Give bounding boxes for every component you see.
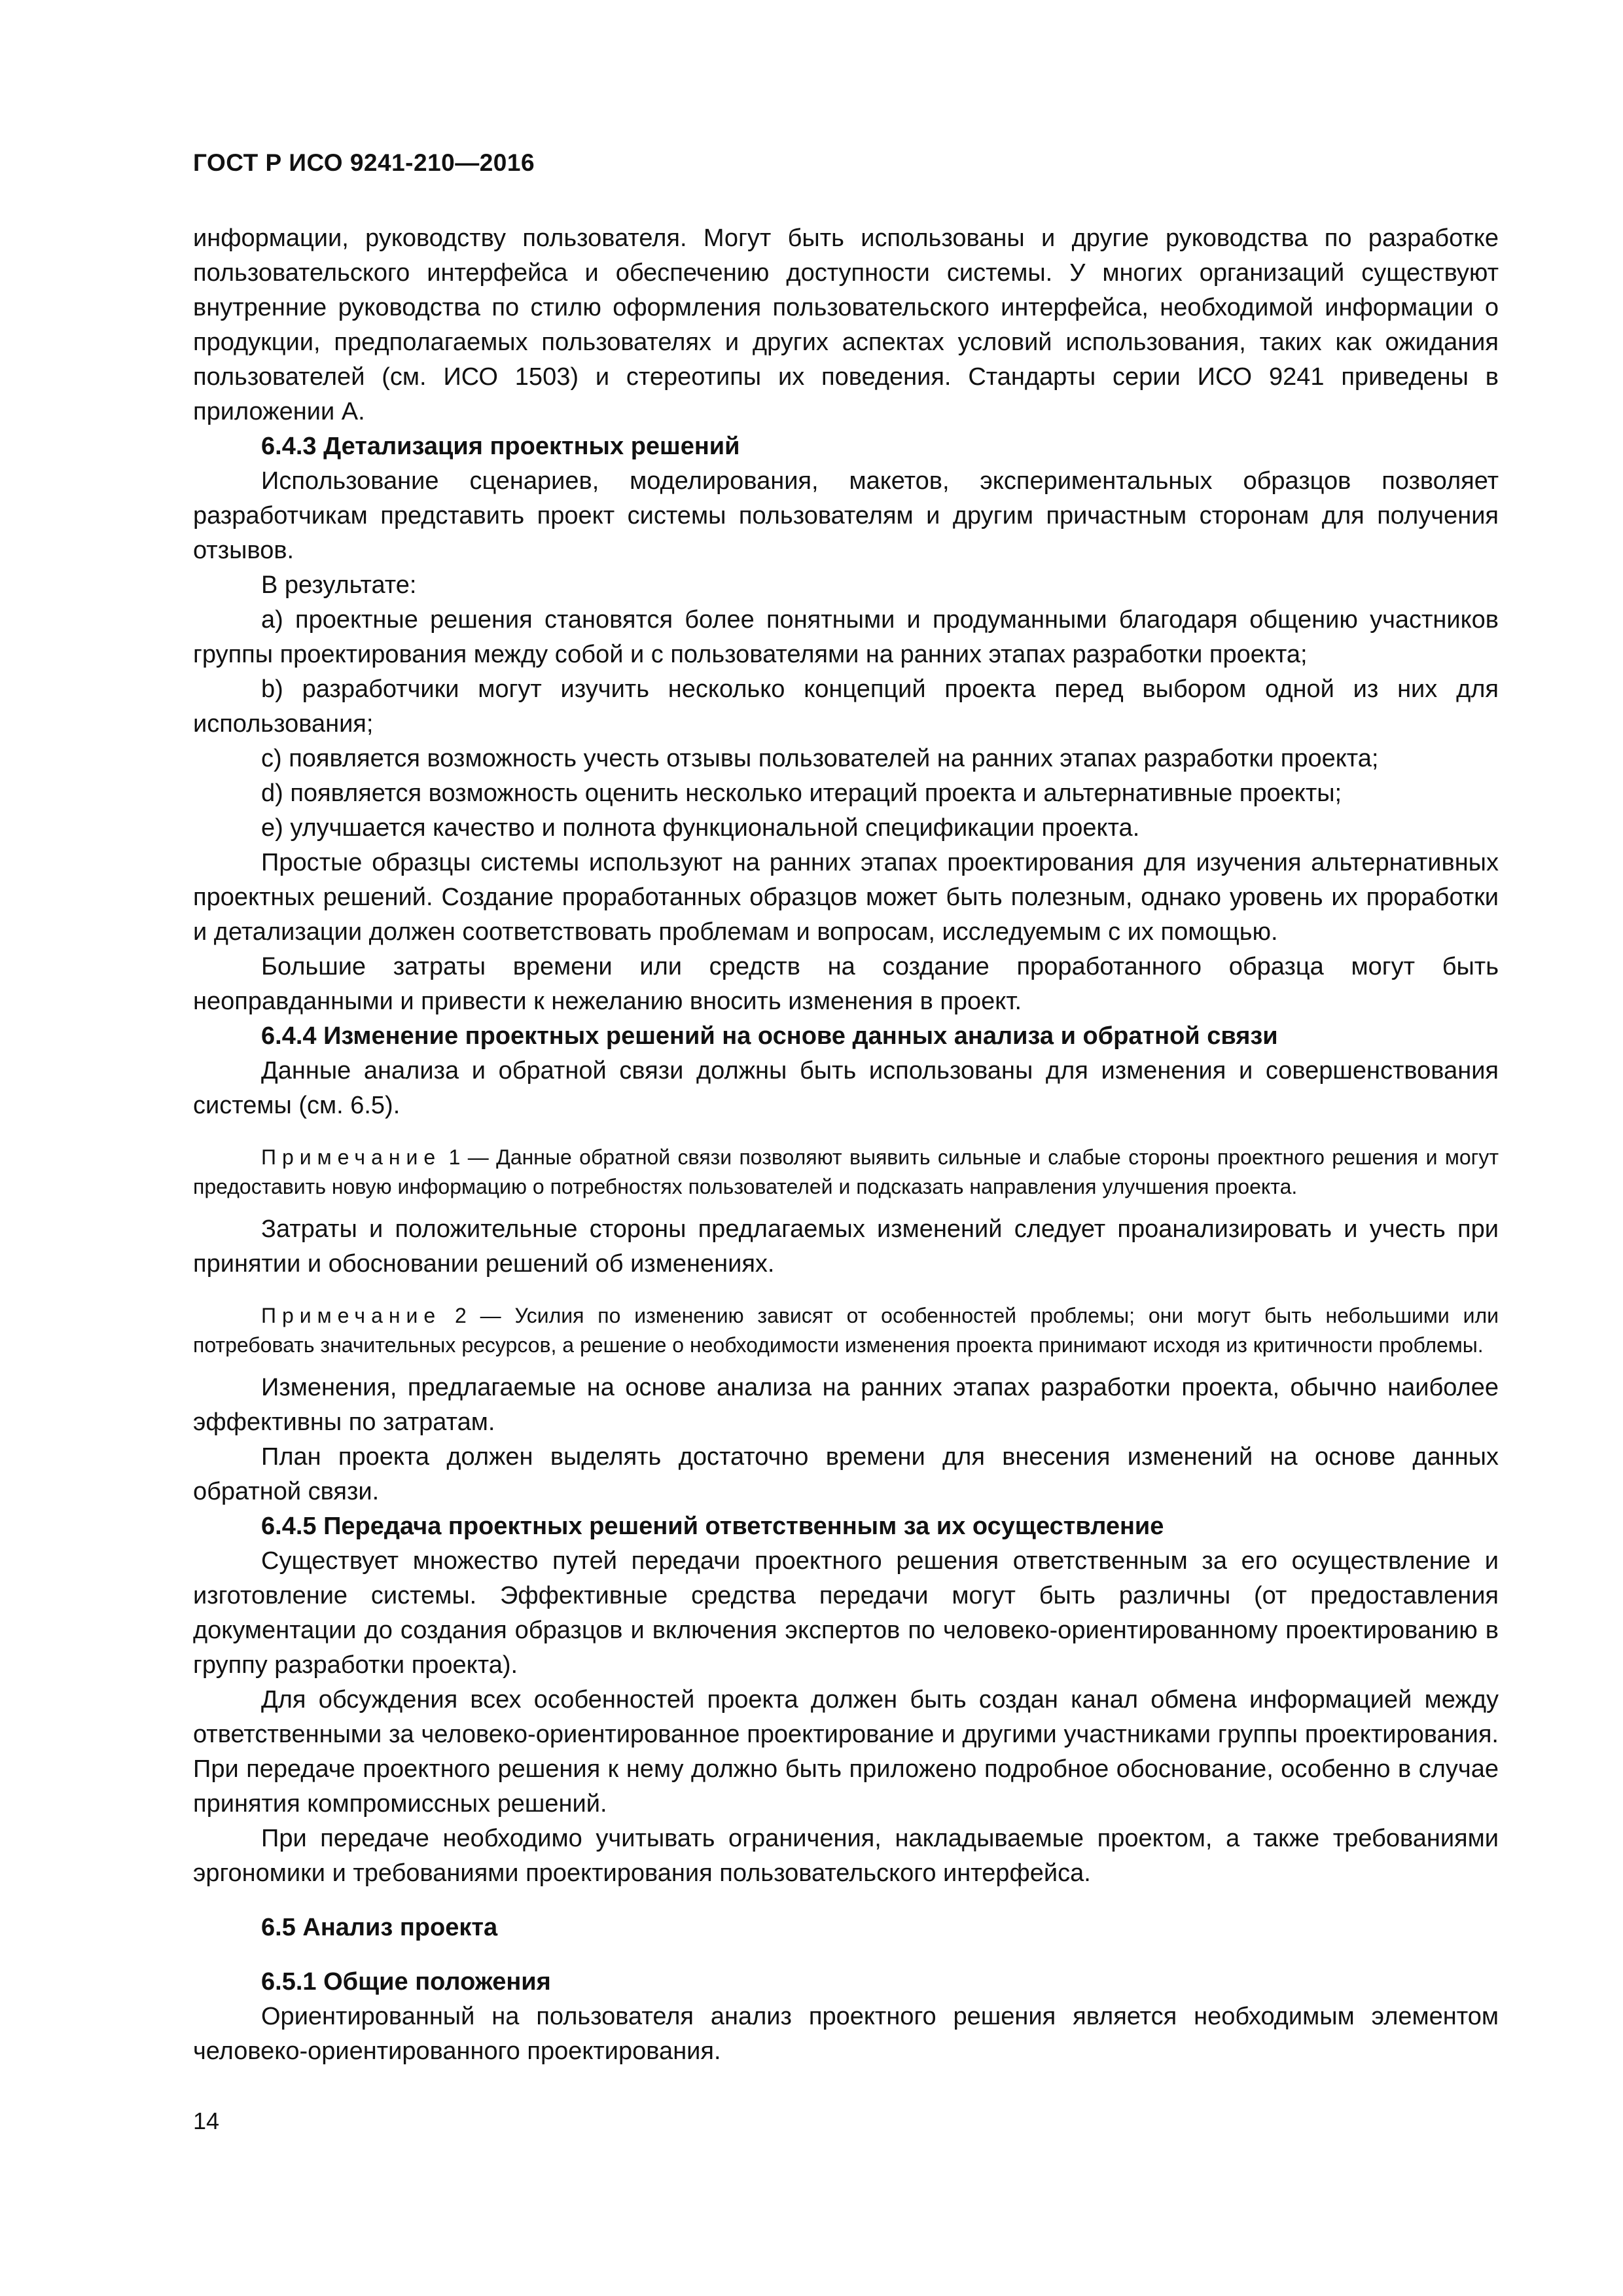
paragraph: Существует множество путей передачи проектного решения ответственным за его осуществление и изготовление системы. Эффективные средства передачи могут быть различны (от предоставления документации до создания образцов и включения экспертов по человеко-ориентированному проектированию в группу разработки проекта). [193,1547,1499,1679]
section-heading-6-4-4: 6.4.4 Изменение проектных решений на основе данных анализа и обратной связи [261,1022,1278,1050]
document-body [193,221,1499,2069]
paragraph: Большие затраты времени или средств на создание проработанного образца могут быть неоправданными и привести к нежеланию вносить изменения в проект. [193,953,1499,1015]
paragraph: Изменения, предлагаемые на основе анализа на ранних этапах разработки проекта, обычно наиболее эффективны по затратам. [193,1374,1499,1436]
list-item: а) проектные решения становятся более понятными и продуманными благодаря общению участников группы проектирования между собой и с пользователями на ранних этапах разработки проекта; [193,606,1499,668]
list-item: c) появляется возможность учесть отзывы пользователей на ранних этапах разработки проекта; [261,745,1379,772]
note-1 [193,1143,1499,1202]
list-item: b) разработчики могут изучить несколько концепций проекта перед выбором одной из них для использования; [193,675,1499,738]
page-number: 14 [193,2108,220,2134]
paragraph: Затраты и положительные стороны предлагаемых изменений следует проанализировать и учесть при принятии и обосновании решений об изменениях. [193,1215,1499,1278]
list-item: e) улучшается качество и полнота функциональной спецификации проекта. [261,814,1140,842]
paragraph: Простые образцы системы используют на ранних этапах проектирования для изучения альтернативных проектных решений. Создание проработанных образцов может быть полезным, однако уровень их проработки и детализации должен соответствовать проблемам и вопросам, исследуемым с их помощью. [193,849,1499,946]
list-item: d) появляется возможность оценить несколько итераций проекта и альтернативные проекты; [261,780,1342,807]
note-2 [193,1301,1499,1360]
paragraph: Использование сценариев, моделирования, макетов, экспериментальных образцов позволяет разработчикам представить проект системы пользователям и другим причастным сторонам для получения отзывов. [193,467,1499,564]
section-heading-6-4-5: 6.4.5 Передача проектных решений ответственным за их осуществление [261,1513,1164,1540]
paragraph: Данные анализа и обратной связи должны быть использованы для изменения и совершенствования системы (см. 6.5). [193,1057,1499,1119]
note-label: Примечание [261,1304,442,1327]
section-heading-6-4-3: 6.4.3 Детализация проектных решений [261,433,740,460]
paragraph: Для обсуждения всех особенностей проекта должен быть создан канал обмена информацией между ответственными за человеко-ориентированное проектирование и другими участниками группы проектирования. При передаче проектного решения к нему должно быть приложено подробное обоснование, особенно в случае принятия компромиссных решений. [193,1686,1499,1818]
note-text: 2 — Усилия по изменению зависят от особенностей проблемы; они могут быть небольшими или потребовать значительных ресурсов, а решение о необходимости изменения проекта принимают исходя из критичности проблемы. [193,1304,1499,1357]
paragraph: План проекта должен выделять достаточно времени для внесения изменений на основе данных обратной связи. [193,1443,1499,1505]
paragraph: При передаче необходимо учитывать ограничения, накладываемые проектом, а также требованиями эргономики и требованиями проектирования пользовательского интерфейса. [193,1825,1499,1887]
document-header: ГОСТ Р ИСО 9241-210—2016 [193,149,535,176]
section-heading-6-5-1: 6.5.1 Общие положения [261,1968,551,1996]
section-heading-6-5: 6.5 Анализ проекта [261,1914,498,1941]
paragraph: В результате: [261,571,417,599]
note-label: Примечание [261,1145,442,1169]
paragraph: информации, руководству пользователя. Могут быть использованы и другие руководства по разработке пользовательского интерфейса и обеспечению доступности системы. У многих организаций существуют внутренние руководства по стилю оформления пользовательского интерфейса, необходимой информации о продукции, предполагаемых пользователях и других аспектах условий использования, таких как ожидания пользователей (см. ИСО 1503) и стереотипы их поведения. Стандарты серии ИСО 9241 приведены в приложении А. [193,224,1499,425]
note-text: 1 — Данные обратной связи позволяют выявить сильные и слабые стороны проектного решения и могут предоставить новую информацию о потребностях пользователей и подсказать направления улучшения проекта. [193,1145,1499,1198]
paragraph: Ориентированный на пользователя анализ проектного решения является необходимым элементом человеко-ориентированного проектирования. [193,2003,1499,2065]
